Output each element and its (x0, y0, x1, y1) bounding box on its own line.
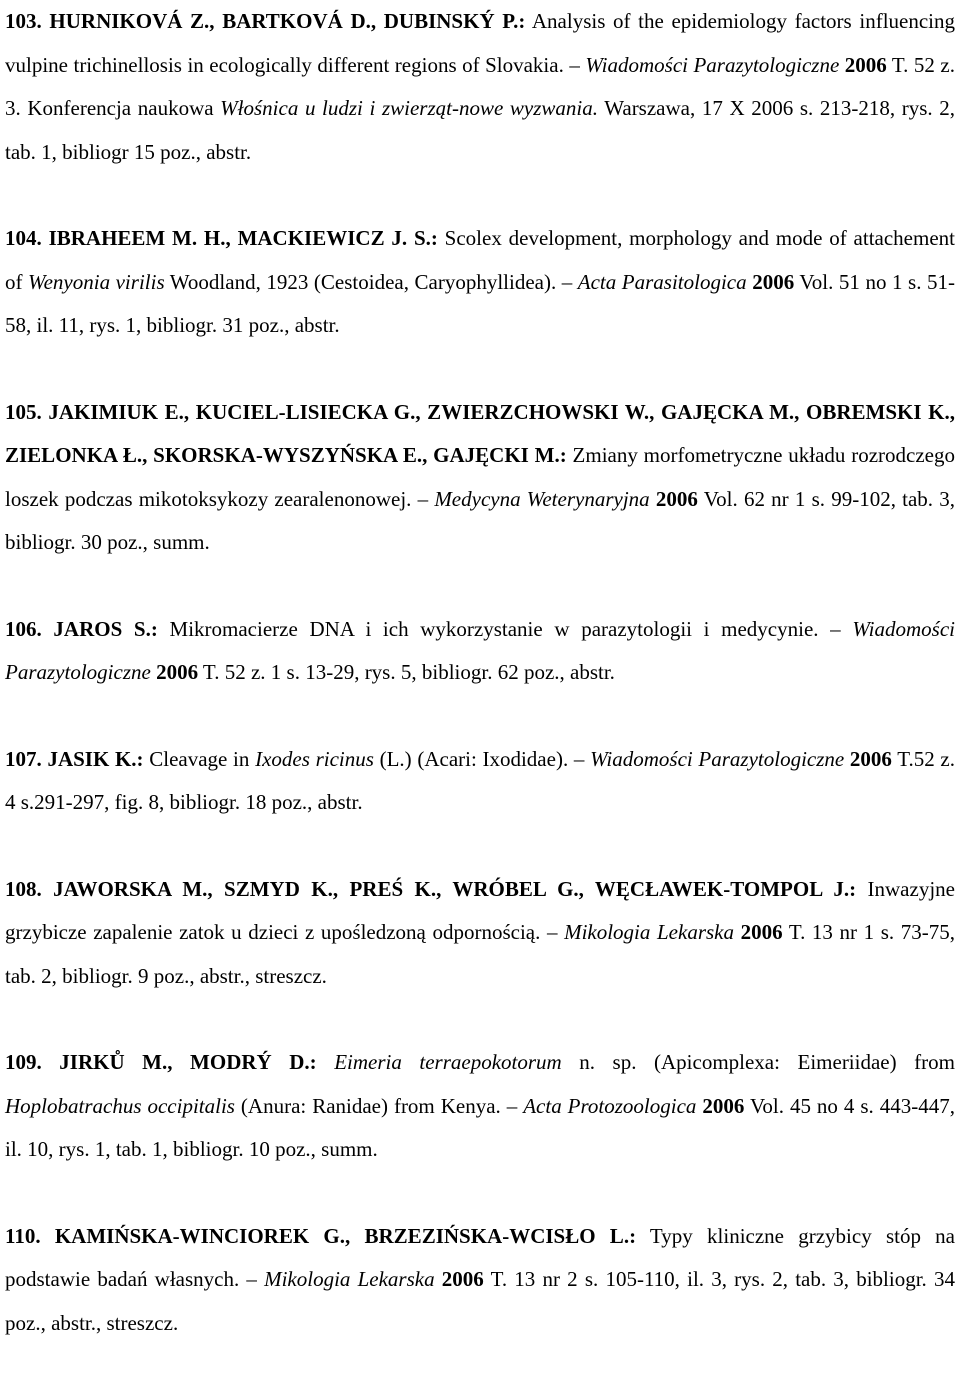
italic-run: Wiadomości Parazytologiczne (585, 52, 840, 77)
entry-number: 103. (5, 9, 42, 33)
text-run: Vol. 62 nr 1 s. 99-102, tab. 3, bibliogr. 30 poz., summ. (5, 486, 956, 554)
text-run: (Anura: Ranidae) from Kenya. – (234, 1093, 524, 1118)
italic-run: Mikologia Lekarska (264, 1267, 435, 1291)
text-run: T. 13 nr 2 s. 105-110, il. 3, rys. 2, tab. 3, bibliogr. 34 poz., abstr., streszcz. (5, 1267, 955, 1335)
text-run: (L.) (Acari: Ixodidae). – (373, 746, 591, 771)
entry-authors: JAWORSKA M., SZMYD K., PREŚ K., WRÓBEL G., WĘCŁAWEK-TOMPOL J.: (53, 876, 857, 901)
italic-run: Medycyna Weterynaryjna (434, 486, 650, 511)
bold-run: 2006 (156, 660, 199, 684)
text-run: T. 52 z. 3. Konferencja naukowa (5, 52, 955, 120)
bibliography-entry (5, 608, 955, 695)
bibliography-list (5, 0, 955, 1345)
italic-run: Wiadomości Parazytologiczne (5, 616, 956, 684)
text-run: Analysis of the epidemiology factors influencing vulpine trichinellosis in ecologically different regions of Slovakia. – (5, 9, 956, 77)
text-run: Inwazyjne grzybicze zapalenie zatok u dzieci z upośledzoną odpornością. – (5, 876, 955, 944)
entry-authors: HURNIKOVÁ Z., BARTKOVÁ D., DUBINSKÝ P.: (49, 9, 526, 33)
bold-run: 2006 (740, 920, 783, 944)
bibliography-entry (5, 738, 955, 825)
text-run: T.52 z. 4 s.291-297, fig. 8, bibliogr. 18 poz., abstr. (5, 746, 955, 814)
bibliography-entry (5, 1215, 955, 1346)
entry-number: 110. (5, 1223, 41, 1248)
bold-run: 2006 (441, 1267, 484, 1291)
text-run (435, 1267, 442, 1291)
italic-run: Wenyonia virilis (28, 269, 165, 294)
bibliography-entry (5, 391, 955, 565)
entry-authors: IBRAHEEM M. H., MACKIEWICZ J. S.: (48, 226, 438, 250)
bold-run: 2006 (844, 52, 887, 77)
italic-run: Mikologia Lekarska (564, 920, 734, 944)
text-run (317, 1050, 335, 1074)
bold-run: 2006 (849, 746, 892, 771)
text-run: n. sp. (Apicomplexa: Eimeriidae) from (561, 1050, 955, 1074)
text-run (734, 920, 741, 944)
entry-number: 108. (5, 876, 42, 901)
text-run: Vol. 45 no 4 s. 443-447, il. 10, rys. 1, tab. 1, bibliogr. 10 poz., summ. (5, 1093, 955, 1161)
entry-number: 107. (5, 746, 42, 771)
entry-number: 109. (5, 1050, 42, 1074)
bibliography-entry (5, 1041, 955, 1172)
italic-run: Acta Protozoologica (523, 1093, 697, 1118)
italic-run: Hoplobatrachus occipitalis (5, 1093, 235, 1118)
bold-run: 2006 (702, 1093, 745, 1118)
italic-run: Acta Parasitologica (577, 269, 747, 294)
italic-run: Wiadomości Parazytologiczne (590, 746, 845, 771)
text-run: Cleavage in (143, 746, 256, 771)
entry-authors: JAROS S.: (53, 616, 158, 641)
bold-run: 2006 (752, 269, 795, 294)
text-run: Warszawa, 17 X 2006 s. 213-218, rys. 2, tab. 1, bibliogr 15 poz., abstr. (5, 96, 956, 164)
italic-run: Włośnica u ludzi i zwierząt-nowe wyzwania. (220, 96, 598, 120)
entry-authors: JASIK K.: (47, 746, 144, 771)
italic-run: Ixodes ricinus (255, 746, 374, 771)
bibliography-entry (5, 217, 955, 348)
bold-run: 2006 (655, 486, 698, 511)
text-run: Zmiany morfometryczne układu rozrodczego loszek podczas mikotoksykozy zearalenonowej. – (5, 443, 955, 511)
bibliography-entry (5, 868, 955, 999)
entry-number: 106. (5, 616, 42, 641)
entry-number: 105. (5, 399, 42, 424)
bibliography-entry (5, 0, 955, 174)
entry-body (5, 747, 955, 815)
text-run: Vol. 51 no 1 s. 51-58, il. 11, rys. 1, bibliogr. 31 poz., abstr. (5, 269, 955, 337)
text-run: Mikromacierze DNA i ich wykorzystanie w parazytologii i medycynie. – (157, 616, 853, 641)
italic-run: Eimeria terraepokotorum (334, 1050, 562, 1074)
text-run: Typy kliniczne grzybicy stóp na podstawie badań własnych. – (5, 1223, 956, 1291)
text-run: T. 52 z. 1 s. 13-29, rys. 5, bibliogr. 62 poz., abstr. (198, 660, 615, 684)
text-run: Scolex development, morphology and mode of attachement of (5, 226, 955, 294)
entry-number: 104. (5, 226, 42, 250)
entry-authors: KAMIŃSKA-WINCIOREK G., BRZEZIŃSKA-WCISŁO L.: (54, 1223, 637, 1248)
entry-authors: JIRKŮ M., MODRÝ D.: (59, 1050, 317, 1074)
text-run: Woodland, 1923 (Cestoidea, Caryophyllidea). – (164, 269, 578, 294)
text-run: T. 13 nr 1 s. 73-75, tab. 2, bibliogr. 9 poz., abstr., streszcz. (5, 920, 955, 988)
entry-authors: JAKIMIUK E., KUCIEL-LISIECKA G., ZWIERZCHOWSKI W., GAJĘCKA M., OBREMSKI K., ZIELONKA Ł., SKORSKA-WYSZYŃSKA E., GAJĘCKI M.: (5, 399, 955, 467)
